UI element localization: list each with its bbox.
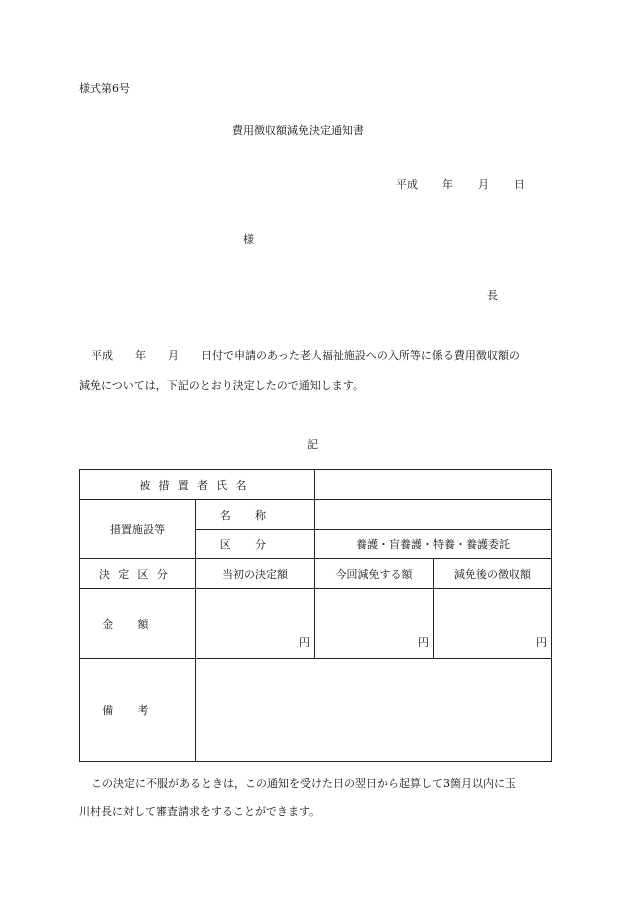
subject-name-label-cell — [80, 470, 315, 500]
form-number: 様式第6号 — [79, 82, 130, 95]
date-day: 日 — [514, 178, 525, 191]
name-label-cell — [196, 500, 315, 530]
addressee-suffix: 様 — [243, 233, 254, 246]
yen-unit: 円 — [536, 636, 547, 649]
date-era: 平成 — [396, 178, 418, 191]
category-value: 養護・盲養護・特養・養護委託 — [315, 530, 552, 559]
appeal-notice — [79, 770, 551, 826]
date-year: 年 — [442, 178, 453, 191]
decision-label-cell — [80, 559, 196, 589]
remarks-label-cell — [80, 659, 196, 762]
body-line-2: 減免については，下記のとおり決定したので通知します。 — [79, 379, 364, 392]
col-initial-amount: 当初の決定額 — [196, 559, 315, 589]
amount-label: 金額 — [102, 617, 173, 631]
subject-name-label: 被措置者氏名 — [139, 478, 255, 492]
document-title: 費用徴収額減免決定通知書 — [232, 124, 364, 137]
yen-unit: 円 — [418, 636, 429, 649]
col-after-amount: 減免後の徴収額 — [434, 559, 552, 589]
ki-heading: 記 — [307, 438, 318, 451]
date-month: 月 — [478, 178, 489, 191]
facility-name-value — [315, 500, 552, 530]
reduction-amount-value — [315, 589, 434, 659]
yen-unit: 円 — [299, 636, 310, 649]
body-text — [79, 341, 551, 401]
facility-label: 措置施設等 — [80, 500, 196, 559]
initial-amount-value — [196, 589, 315, 659]
decision-label: 決定区分 — [99, 567, 176, 581]
issuer-suffix: 長 — [487, 289, 498, 302]
body-line-1: 平成 年 月 日付で申請のあった老人福祉施設への入所等に係る費用徴収額の — [91, 349, 520, 362]
after-amount-value — [434, 589, 552, 659]
category-label-cell — [196, 530, 315, 559]
name-label: 名称 — [219, 508, 291, 522]
footer-line-1: この決定に不服があるときは，この通知を受けた日の翌日から起算して3箇月以内に玉 — [91, 777, 516, 790]
decision-table — [79, 469, 552, 762]
col-reduction-amount: 今回減免する額 — [315, 559, 434, 589]
footer-line-2: 川村長に対して審査請求をすることができます。 — [79, 805, 321, 818]
remarks-label: 備考 — [102, 704, 173, 717]
subject-name-value — [315, 470, 552, 500]
category-label: 区分 — [219, 538, 291, 551]
remarks-value — [196, 659, 552, 762]
date-line — [396, 176, 525, 192]
amount-label-cell — [80, 589, 196, 659]
